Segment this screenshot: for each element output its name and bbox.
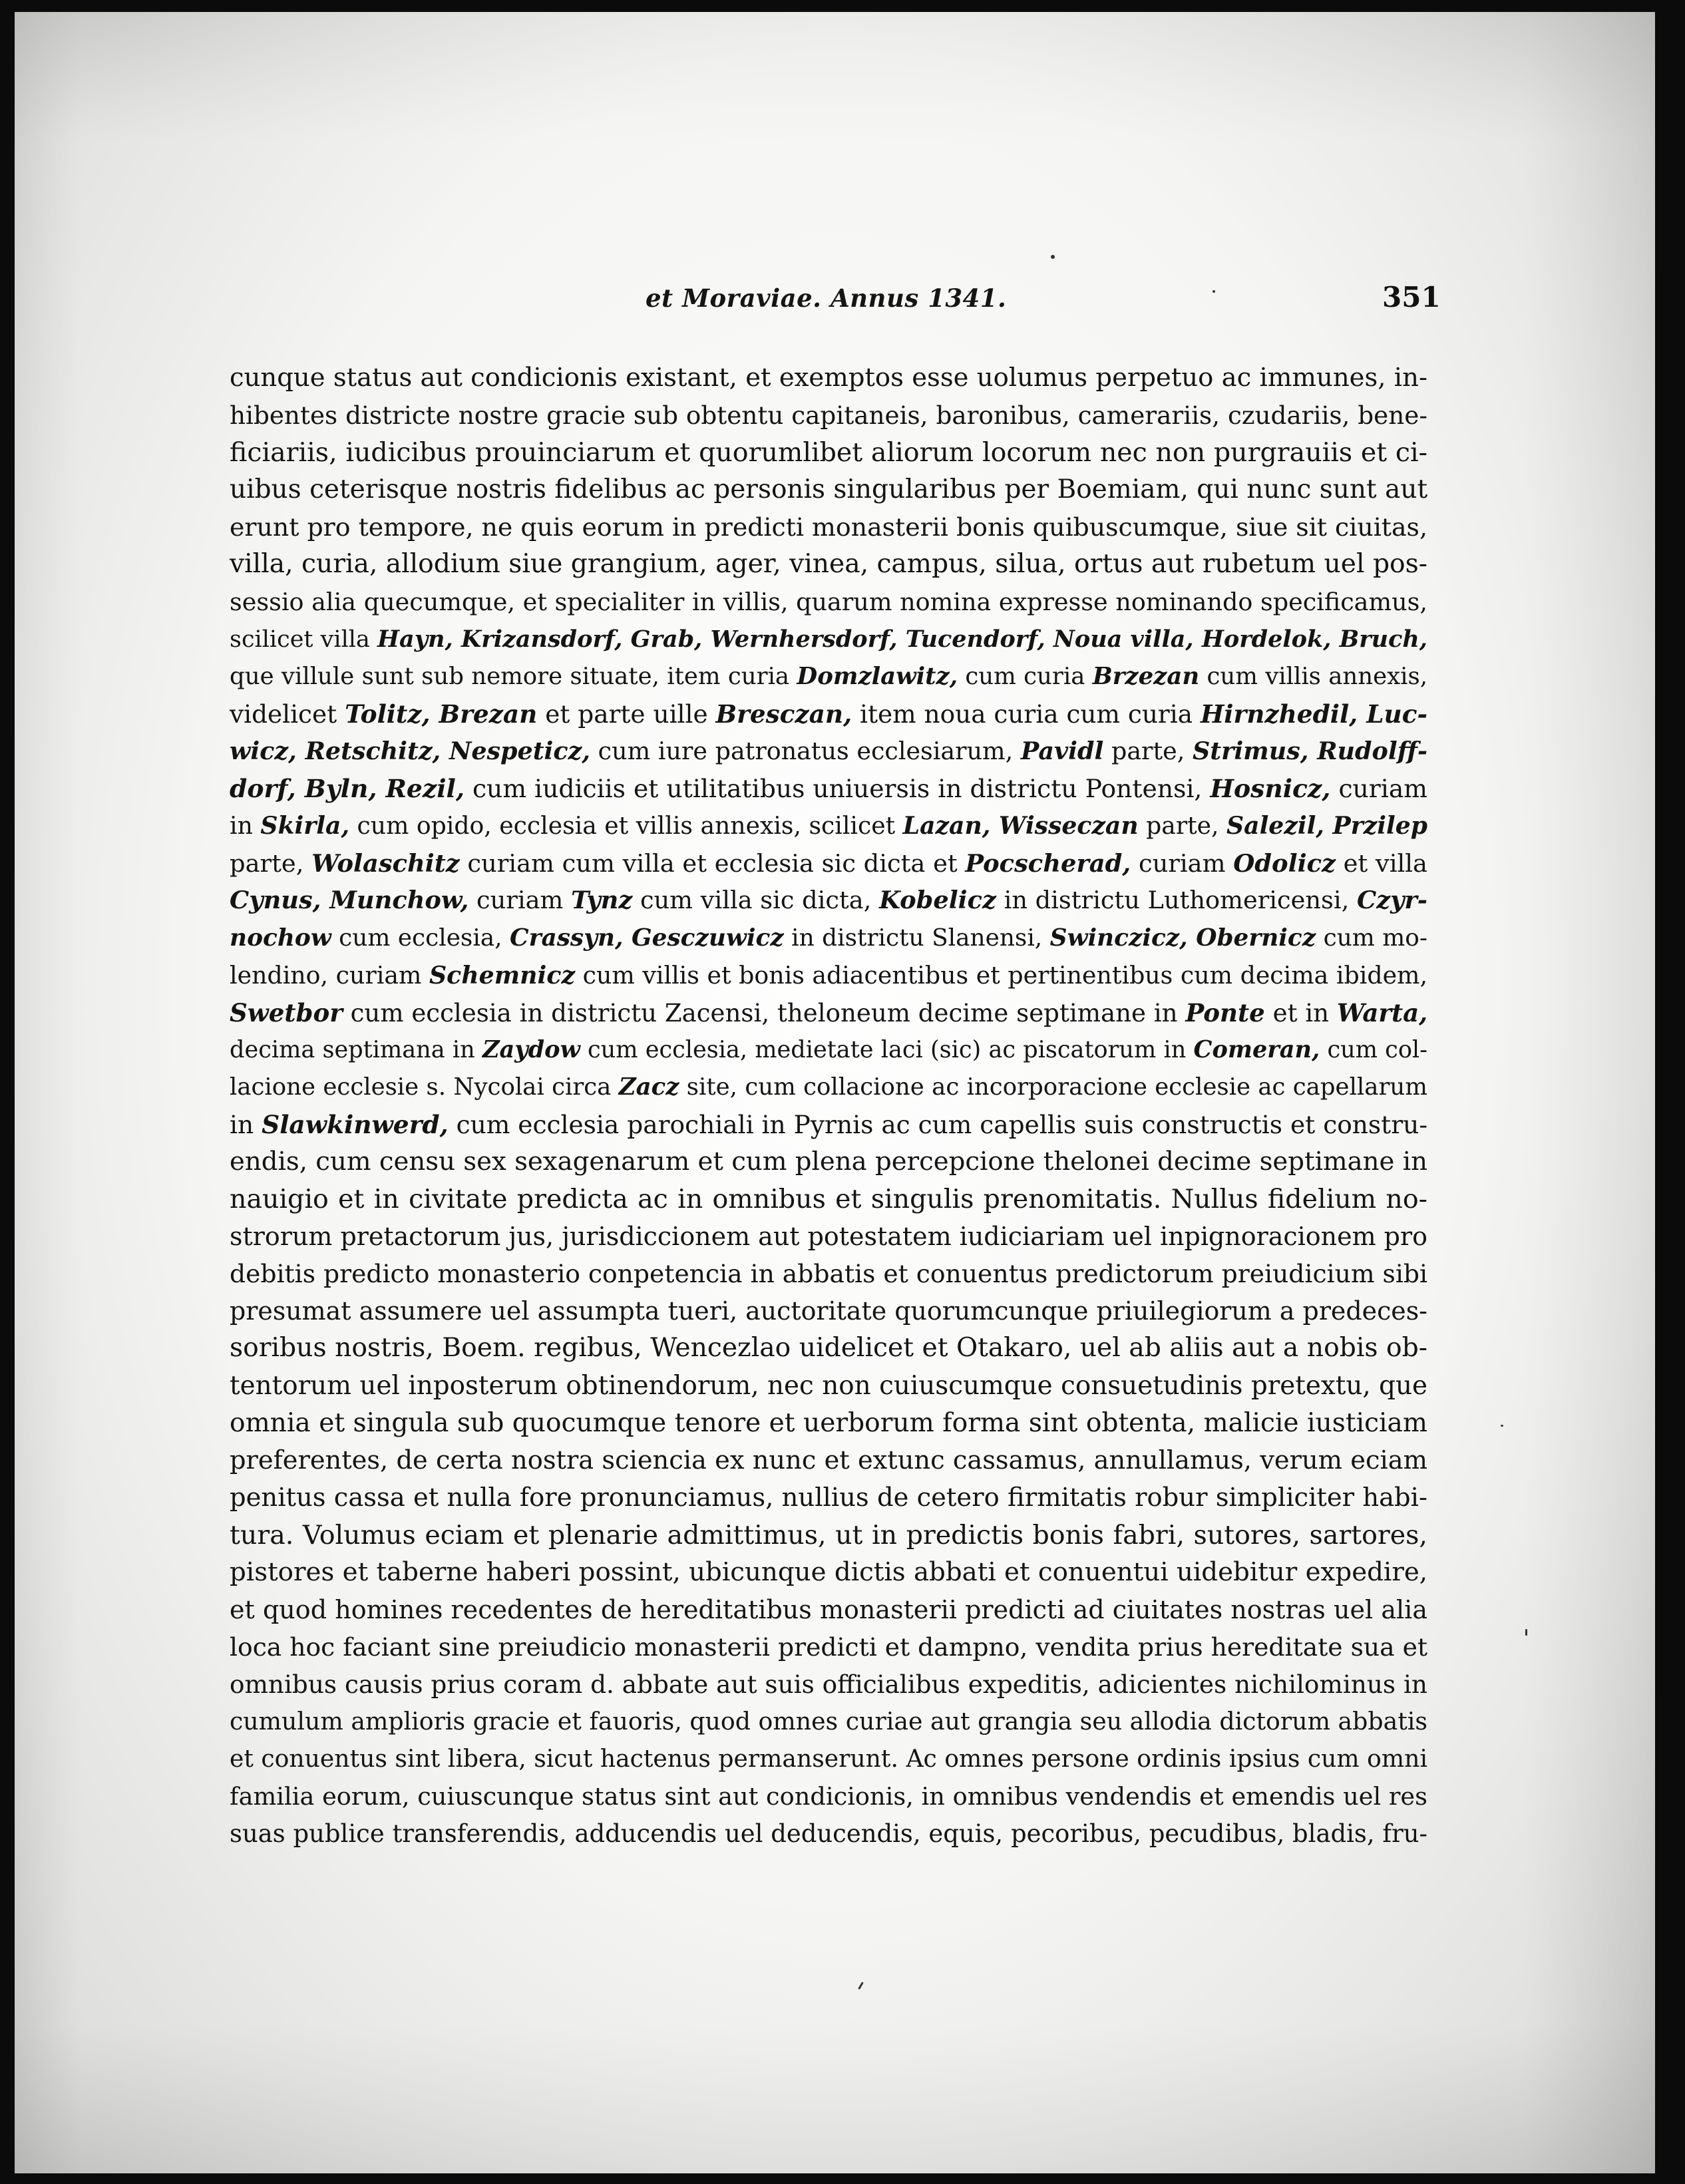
text-line (230, 1517, 1427, 1554)
place-name: Tolitz, Brezan (345, 699, 538, 729)
place-name: Swetbor (230, 998, 343, 1027)
text-run: suas publice transferendis, adducendis uel deducendis, equis, pecoribus, pecudibus, bladis, fru- (230, 1819, 1427, 1848)
text-line (230, 471, 1427, 508)
place-name: Crassyn, Gesczuwicz (510, 924, 784, 952)
text-run: uibus ceterisque nostris fidelibus ac personis singularibus per Boemiam, qui nunc sunt aut (230, 474, 1428, 505)
text-run: cum villis et bonis adiacentibus et pertinentibus cum decima ibidem, (575, 960, 1428, 990)
text-line (230, 1405, 1427, 1442)
place-name: Cynus, Munchow, (230, 886, 469, 915)
text-run: ficiariis, iudicibus prouinciarum et quorumlibet aliorum locorum nec non purgrauiis et ci- (230, 437, 1427, 468)
text-run: loca hoc faciant sine preiudicio monasterii predicti et dampno, vendita prius hereditate sua et (230, 1632, 1427, 1662)
text-run: cum curia (958, 662, 1093, 690)
text-run: parte, (230, 849, 312, 878)
place-name: Zaydow (482, 1035, 580, 1063)
place-name: Pocscherad, (965, 848, 1131, 878)
scanned-page (15, 12, 1655, 2173)
text-run: cum ecclesia, (331, 924, 510, 952)
text-run: tentorum uel inposterum obtinendorum, nec non cuiuscumque consuetudinis pretextu, que (230, 1370, 1427, 1401)
text-line (230, 1628, 1427, 1666)
text-line (230, 807, 1427, 844)
text-run: sessio alia quecumque, et specialiter in villis, quarum nomina expresse nominando specificamus, (230, 587, 1427, 616)
text-run: parte, (1103, 736, 1193, 765)
text-line (230, 1666, 1427, 1703)
text-line (230, 1367, 1427, 1405)
text-line (230, 1479, 1427, 1517)
place-name: Hayn, Krizansdorf, Grab, Wernhersdorf, Tucendorf, Noua villa, Hordelok, Bruch, (377, 625, 1427, 653)
text-line (230, 733, 1427, 770)
place-name: Swinczicz, Obernicz (1049, 924, 1316, 952)
text-run: site, cum collacione ac incorporacione ecclesie ac capellarum (679, 1073, 1427, 1101)
text-line (230, 957, 1427, 994)
text-run: villa, curia, allodium siue grangium, ager, vinea, campus, silua, ortus aut rubetum uel pos- (230, 549, 1427, 580)
text-run: curiam (1131, 849, 1234, 878)
text-run: hibentes districte nostre gracie sub obtentu capitaneis, baronibus, camerariis, czudariis, bene- (230, 401, 1427, 431)
place-name: Comeran, (1193, 1035, 1320, 1063)
text-run: item noua curia cum curia (852, 699, 1201, 729)
text-run: cum villis annexis, (1199, 662, 1427, 690)
text-run: familia eorum, cuiuscunque status sint aut condicionis, in omnibus vendendis et emendis uel res (230, 1781, 1427, 1811)
text-run: cum opido, ecclesia et villis annexis, scilicet (349, 811, 903, 840)
text-line (230, 1031, 1427, 1069)
text-line (230, 1181, 1427, 1218)
text-run: erunt pro tempore, ne quis eorum in predicti monasterii bonis quibuscumque, siue sit ciuitas, (230, 512, 1427, 542)
text-line (230, 1292, 1427, 1330)
place-name: Zacz (618, 1073, 679, 1101)
text-line (230, 1703, 1427, 1740)
place-name: nochow (230, 924, 331, 952)
text-line (230, 584, 1427, 621)
text-run: et villa (1335, 849, 1427, 878)
text-line (230, 1815, 1427, 1853)
text-run: in (230, 1109, 262, 1139)
text-run: pistores et taberne haberi possint, ubicunque dictis abbati et conuentui uidebitur expedire, (230, 1557, 1428, 1587)
text-run: penitus cassa et nulla fore pronunciamus, nullius de cetero firmitatis robur simpliciter habi- (230, 1482, 1427, 1513)
text-run: cum ecclesia parochiali in Pyrnis ac cum capellis suis constructis et constru- (448, 1109, 1427, 1139)
text-run: que villule sunt sub nemore situate, item curia (230, 662, 797, 690)
text-line (230, 621, 1427, 658)
text-run: cumulum amplioris gracie et fauoris, quod omnes curiae aut grangia seu allodia dictorum abbatis (230, 1707, 1427, 1736)
place-name: Salezil, Przilep (1226, 811, 1428, 840)
text-run: strorum pretactorum jus, jurisdiccionem aut potestatem iudiciariam uel inpignoracionem pro (230, 1222, 1427, 1252)
text-line (230, 695, 1427, 733)
text-run: endis, cum censu sex sexagenarum et cum plena percepcione thelonei decime septimane in (230, 1146, 1427, 1177)
text-run: et parte uille (537, 699, 716, 729)
text-run: omnia et singula sub quocumque tenore et uerborum forma sint obtenta, malicie iusticiam (230, 1407, 1427, 1438)
text-run: parte, (1138, 811, 1227, 840)
text-run: presumat assumere uel assumpta tueri, auctoritate quorumcunque priuilegiorum a predeces- (230, 1296, 1427, 1326)
place-name: Skirla, (260, 811, 350, 840)
text-line (230, 434, 1427, 471)
text-line (230, 1106, 1427, 1143)
text-line (230, 658, 1427, 695)
text-run: debitis predicto monasterio conpetencia in abbatis et conuentus predictorum preiudicium sibi (230, 1259, 1428, 1289)
text-run: in (230, 811, 261, 840)
page-number: 351 (1382, 281, 1441, 313)
place-name: Ponte (1185, 998, 1265, 1027)
place-name: Strimus, Rudolff- (1192, 736, 1427, 765)
place-name: Hirnzhedil, Luc- (1200, 699, 1427, 729)
text-run: lendino, curiam (230, 960, 429, 990)
place-name: Lazan, Wisseczan (902, 811, 1139, 840)
text-line (230, 1218, 1427, 1255)
text-run: curiam cum villa et ecclesia sic dicta et (459, 849, 966, 878)
text-line (230, 1554, 1427, 1591)
text-run: cum ecclesia in districtu Zacensi, theloneum decime septimane in (342, 998, 1186, 1027)
text-run: in districtu Luthomericensi, (996, 886, 1357, 915)
text-run: cum mo- (1316, 924, 1427, 952)
body-text (230, 359, 1427, 1853)
text-line (230, 844, 1427, 882)
text-run: et in (1264, 998, 1337, 1027)
text-line (230, 1778, 1427, 1815)
place-name: Odolicz (1233, 848, 1336, 878)
text-line (230, 770, 1427, 807)
text-line (230, 1740, 1427, 1777)
text-line (230, 1255, 1427, 1292)
text-line (230, 1442, 1427, 1479)
text-line (230, 359, 1427, 397)
place-name: Hosnicz, (1210, 774, 1331, 804)
place-name: Pavidl (1020, 736, 1104, 765)
place-name: dorf, Byln, Rezil, (230, 774, 465, 804)
place-name: Czyr- (1356, 886, 1428, 915)
text-run: scilicet villa (230, 626, 377, 653)
place-name: Domzlawitz, (797, 662, 958, 690)
text-run: nauigio et in civitate predicta ac in omnibus et singulis prenomitatis. Nullus fidelium no- (230, 1184, 1427, 1215)
place-name: Tynz (571, 886, 633, 915)
text-run: cum villa sic dicta, (632, 886, 880, 915)
place-name: Slawkinwerd, (262, 1109, 449, 1139)
text-run: decima septimana in (230, 1035, 482, 1063)
text-line (230, 919, 1427, 956)
text-run: cum iudiciis et utilitatibus uniuersis in districtu Pontensi, (464, 774, 1211, 804)
place-name: Warta, (1336, 998, 1428, 1027)
text-line (230, 397, 1427, 434)
text-run: soribus nostris, Boem. regibus, Wencezlao uidelicet et Otakaro, uel ab aliis aut a nobis ob- (230, 1333, 1427, 1364)
text-run: cum ecclesia, medietate laci (sic) ac piscatorum in (580, 1035, 1194, 1063)
text-run: lacione ecclesie s. Nycolai circa (230, 1073, 619, 1101)
text-run: videlicet (230, 699, 345, 729)
text-line (230, 1069, 1427, 1106)
text-run: curiam (468, 886, 572, 915)
text-line (230, 508, 1427, 546)
text-run: cum iure patronatus ecclesiarum, (590, 736, 1021, 765)
place-name: Bresczan, (715, 699, 852, 729)
text-line (230, 1330, 1427, 1367)
text-run: et quod homines recedentes de hereditatibus monasterii predicti ad ciuitates nostras uel alia (230, 1595, 1427, 1625)
place-name: Schemnicz (429, 960, 576, 990)
text-line (230, 1591, 1427, 1628)
text-run: preferentes, de certa nostra sciencia ex nunc et extunc cassamus, annullamus, verum eciam (230, 1445, 1427, 1475)
text-run: omnibus causis prius coram d. abbate aut suis officialibus expeditis, adicientes nichilominus in (230, 1670, 1427, 1700)
place-name: wicz, Retschitz, Nespeticz, (230, 736, 590, 765)
text-run: et conuentus sint libera, sicut hactenus permanserunt. Ac omnes persone ordinis ipsius cum omni (230, 1744, 1427, 1773)
text-run: in districtu Slanensi, (783, 924, 1050, 952)
text-run: cunque status aut condicionis existant, et exemptos esse uolumus perpetuo ac immunes, in- (230, 363, 1427, 393)
text-run: tura. Volumus eciam et plenarie admittimus, ut in predictis bonis fabri, sutores, sartores, (230, 1519, 1427, 1550)
text-line (230, 1143, 1427, 1181)
place-name: Brzezan (1092, 662, 1200, 690)
text-line (230, 882, 1427, 919)
running-head: et Moraviae. Annus 1341. (646, 283, 1007, 313)
place-name: Kobelicz (879, 886, 996, 915)
text-line (230, 546, 1427, 583)
text-run: curiam (1330, 774, 1427, 804)
text-run: cum col- (1320, 1035, 1428, 1063)
place-name: Wolaschitz (311, 848, 460, 878)
text-line (230, 994, 1427, 1031)
